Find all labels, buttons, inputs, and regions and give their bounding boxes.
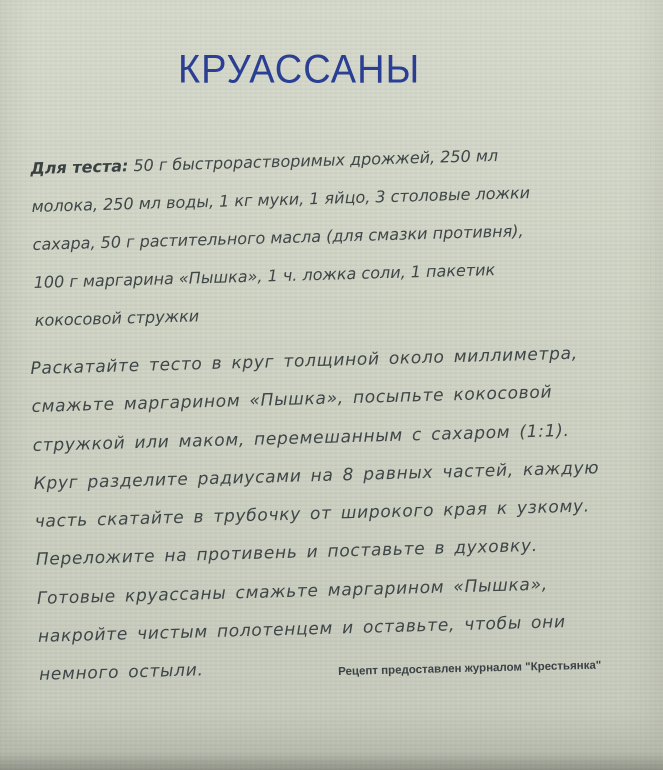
method-paragraph bbox=[30, 333, 639, 694]
ingredients-first-line: 50 г быстрорастворимых дрожжей, 250 мл bbox=[133, 145, 499, 176]
ingredients-line: кокосовой стружки bbox=[34, 306, 200, 330]
page-bottom-shadow bbox=[0, 752, 663, 770]
recipe-credit: Рецепт предоставлен журналом "Крестьянка" bbox=[338, 659, 602, 678]
method-line: Раскатайте тесто в круг толщиной около миллиметра, bbox=[30, 343, 579, 379]
ingredients-paragraph bbox=[30, 133, 635, 340]
method-line: Готовые круассаны смажьте маргарином «Пышка», bbox=[36, 574, 549, 609]
ingredients-line: 100 г маргарина «Пышка», 1 ч. ложка соли, 1 пакетик bbox=[33, 260, 496, 292]
method-line: Круг разделите радиусами на 8 равных частей, каждую bbox=[33, 458, 600, 494]
ingredients-line: молока, 250 мл воды, 1 кг муки, 1 яйцо, 3 столовые ложки bbox=[31, 183, 531, 216]
method-line: немного остыли. bbox=[38, 660, 204, 686]
recipe-title: КРУАССАНЫ bbox=[178, 48, 421, 93]
method-line: Переложите на противень и поставьте в духовку. bbox=[35, 536, 539, 571]
ingredients-line: сахара, 50 г растительного масла (для смазки противня), bbox=[32, 221, 524, 254]
method-line: стружкой или маком, перемешанным с сахаром (1:1). bbox=[32, 420, 570, 456]
method-line: часть скатайте в трубочку от широкого края к узкому. bbox=[34, 496, 591, 533]
ingredients-label: Для теста: bbox=[30, 156, 129, 178]
method-line: накройте чистым полотенцем и оставьте, чтобы они bbox=[37, 612, 566, 647]
method-line: смажьте маргарином «Пышка», посыпьте кокосовой bbox=[31, 382, 553, 418]
